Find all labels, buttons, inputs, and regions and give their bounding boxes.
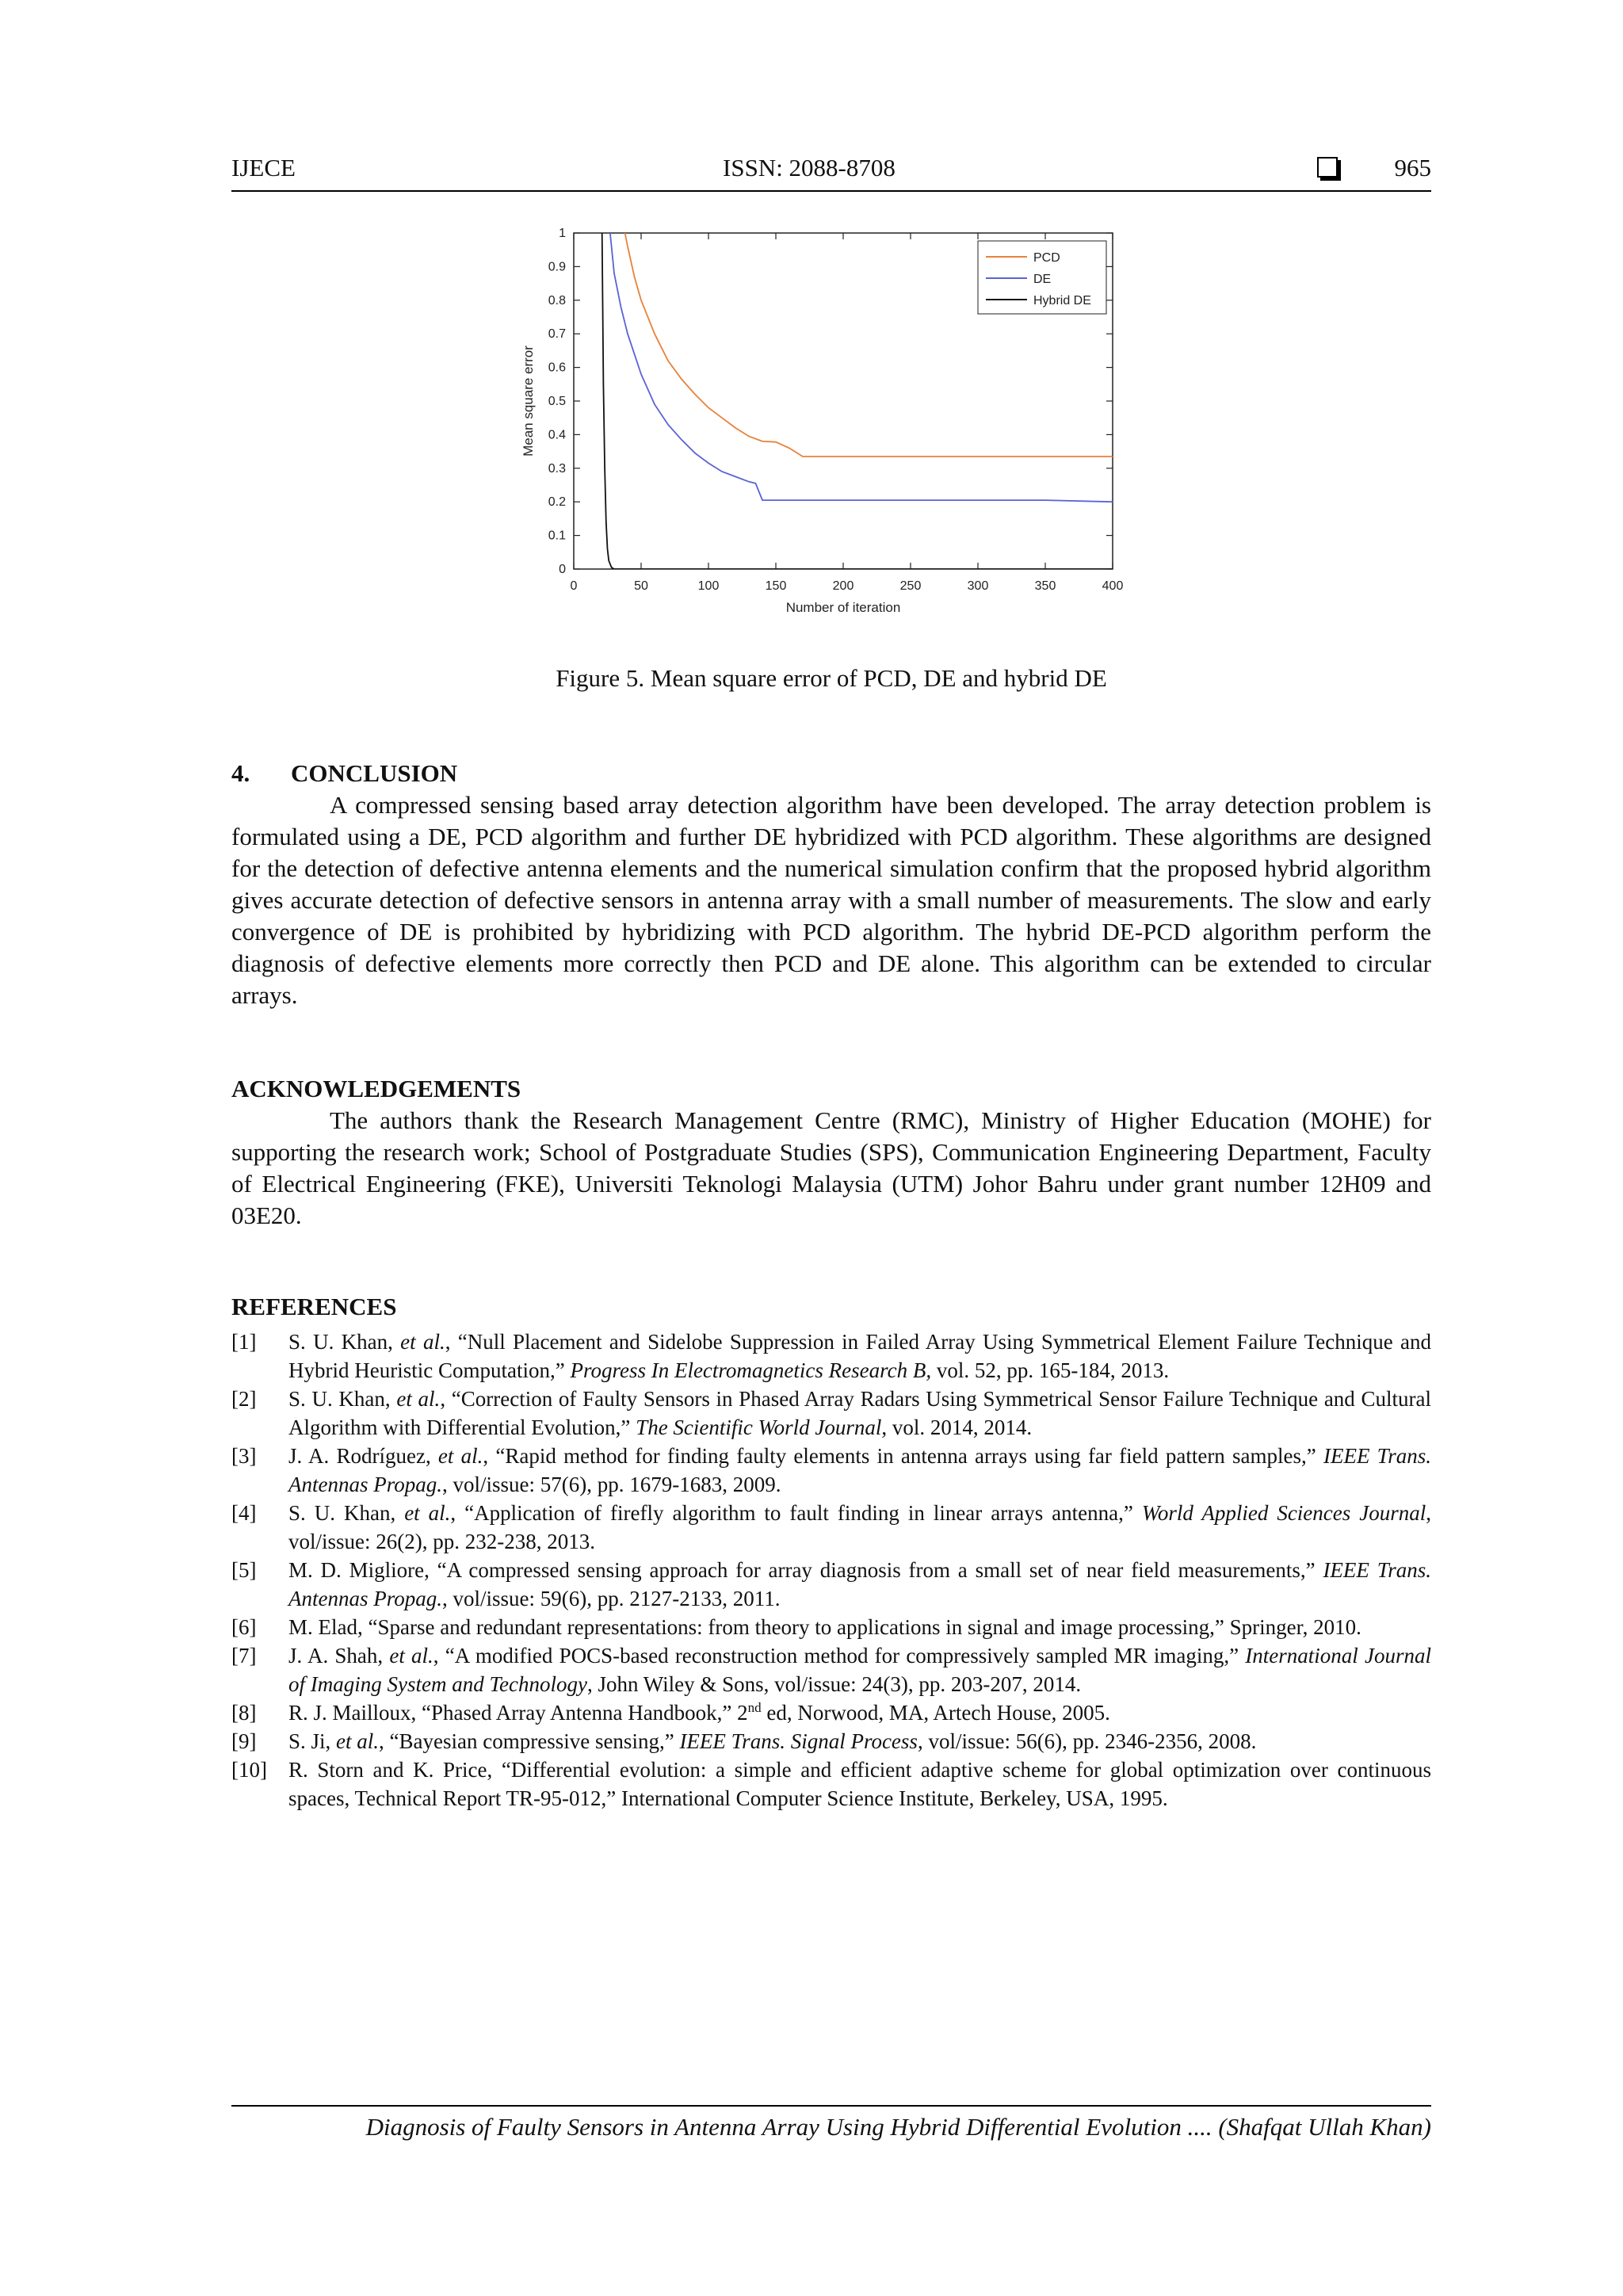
acknowledgements-section: [231, 1073, 1431, 1232]
reference-text: R. J. Mailloux, “Phased Array Antenna Handbook,” 2: [288, 1701, 748, 1725]
reference-text: S. U. Khan,: [288, 1330, 401, 1354]
reference-number: [1]: [231, 1330, 257, 1354]
y-tick-label: 1: [559, 227, 566, 240]
y-tick-label: 0.7: [548, 327, 566, 342]
reference-et-al: et al.: [437, 1444, 483, 1468]
reference-item: [231, 1328, 1431, 1385]
reference-text: , John Wiley & Sons, vol/issue: 24(3), pp. 203-207, 2014.: [586, 1672, 1082, 1696]
reference-text: , “Bayesian compressive sensing,”: [379, 1729, 680, 1753]
reference-superscript: nd: [747, 1700, 762, 1715]
journal-name: IJECE: [231, 154, 296, 181]
reference-text: , vol. 2014, 2014.: [881, 1415, 1033, 1439]
reference-venue: International Journal of Imaging System and Technology: [288, 1644, 1431, 1696]
reference-number: [5]: [231, 1558, 257, 1582]
references-section: [231, 1291, 1431, 1813]
reference-et-al: et al.: [404, 1501, 451, 1525]
reference-et-al: et al.: [400, 1330, 445, 1354]
reference-number: [6]: [231, 1615, 257, 1639]
reference-number: [8]: [231, 1701, 257, 1725]
reference-text: J. A. Rodríguez,: [288, 1444, 438, 1468]
reference-venue: IEEE Trans. Antennas Propag.: [288, 1558, 1431, 1610]
reference-item: [231, 1385, 1431, 1442]
x-tick-label: 0: [570, 579, 578, 593]
running-header: [231, 154, 1431, 192]
conclusion-text: A compressed sensing based array detection algorithm have been developed. The array detection problem is formulated using a DE, PCD algorithm and further DE hybridized with PCD algorithm. These algorithms are designed for the detection of defective antenna elements and the numerical simulation confirm that the proposed hybrid algorithm gives accurate detection of defective sensors in antenna array with a small number of measurements. The slow and early convergence of DE is prohibited by hybridizing with PCD algorithm. The hybrid DE-PCD algorithm perform the diagnosis of defective elements more correctly then PCD and DE alone. This algorithm can be extended to circular arrays.: [231, 791, 1431, 1009]
acknowledgements-text: The authors thank the Research Management Centre (RMC), Ministry of Higher Education (MOHE) for supporting the research work; School of Postgraduate Studies (SPS), Communication Engineering Department, Faculty of Electrical Engineering (FKE), Universiti Teknologi Malaysia (UTM) Johor Bahru under grant number 12H09 and 03E20.: [231, 1106, 1431, 1229]
reference-et-al: et al.: [389, 1644, 433, 1668]
reference-venue: The Scientific World Journal: [636, 1415, 882, 1439]
section-title: CONCLUSION: [291, 759, 458, 787]
figure-caption: Figure 5. Mean square error of PCD, DE and hybrid DE: [556, 664, 1107, 692]
legend-label: DE: [1033, 273, 1052, 286]
reference-text: , “Application of firefly algorithm to fault finding in linear arrays antenna,”: [450, 1501, 1142, 1525]
square-bullet-icon: [1317, 157, 1338, 178]
y-tick-label: 0.3: [548, 461, 566, 476]
reference-number: [9]: [231, 1729, 257, 1753]
x-axis-label: Number of iteration: [785, 600, 901, 615]
y-tick-label: 0.5: [548, 395, 566, 408]
mse-line-chart: [491, 214, 1141, 642]
section-number: 4.: [231, 759, 250, 787]
reference-item: [231, 1641, 1431, 1698]
reference-number: [10]: [231, 1758, 267, 1782]
reference-text: , “A modified POCS-based reconstruction method for compressively sampled MR imaging,”: [433, 1644, 1246, 1668]
x-tick-label: 250: [899, 579, 922, 593]
reference-text: , “Correction of Faulty Sensors in Phased Array Radars Using Symmetrical Sensor Failure Technique and Cultural Algorithm with Differential Evolution,”: [288, 1387, 1431, 1439]
y-axis-label: Mean square error: [521, 346, 536, 457]
reference-number: [3]: [231, 1444, 257, 1468]
conclusion-heading: [231, 758, 1431, 789]
y-tick-label: 0.4: [548, 428, 566, 442]
reference-item: [231, 1499, 1431, 1556]
reference-text: , vol/issue: 57(6), pp. 1679-1683, 2009.: [441, 1473, 781, 1496]
conclusion-section: [231, 758, 1431, 1011]
y-tick-label: 0.1: [548, 529, 566, 543]
reference-venue: IEEE Trans. Antennas Propag.: [288, 1444, 1431, 1496]
reference-text: , “Null Placement and Sidelobe Suppression in Failed Array Using Symmetrical Element Failure Technique and Hybrid Heuristic Computation,”: [288, 1330, 1432, 1382]
reference-text: , “Rapid method for finding faulty elements in antenna arrays using far field pattern samples,”: [483, 1444, 1323, 1468]
reference-item: [231, 1727, 1431, 1755]
reference-text: S. U. Khan,: [288, 1387, 397, 1411]
reference-text: vol. 52, pp. 165-184, 2013.: [931, 1358, 1170, 1382]
reference-text: S. Ji,: [288, 1729, 337, 1753]
reference-text: M. D. Migliore, “A compressed sensing approach for array diagnosis from a small set of near field measurements,”: [288, 1558, 1323, 1582]
reference-text: S. U. Khan,: [288, 1501, 405, 1525]
reference-item: [231, 1442, 1431, 1499]
reference-text: , vol/issue: 56(6), pp. 2346-2356, 2008.: [917, 1729, 1257, 1753]
y-tick-label: 0.2: [548, 495, 566, 510]
reference-number: [4]: [231, 1501, 257, 1525]
reference-item: [231, 1613, 1431, 1641]
reference-list: [231, 1328, 1431, 1813]
page-number: 965: [1394, 154, 1431, 181]
y-tick-label: 0.8: [548, 293, 566, 308]
reference-text: , vol/issue: 59(6), pp. 2127-2133, 2011.: [441, 1587, 781, 1610]
legend-label: PCD: [1033, 251, 1060, 265]
reference-text: M. Elad, “Sparse and redundant representations: from theory to applications in signal and image processing,” Springer, 2010.: [288, 1615, 1361, 1639]
reference-number: [2]: [231, 1387, 257, 1411]
reference-item: [231, 1556, 1431, 1613]
x-tick-label: 50: [634, 579, 648, 593]
x-tick-label: 300: [967, 579, 989, 593]
references-heading: REFERENCES: [231, 1293, 397, 1320]
reference-item: [231, 1755, 1431, 1813]
reference-text: J. A. Shah,: [288, 1644, 390, 1668]
x-tick-label: 350: [1034, 579, 1056, 593]
acknowledgements-heading: ACKNOWLEDGEMENTS: [231, 1075, 521, 1102]
reference-text: ed, Norwood, MA, Artech House, 2005.: [761, 1701, 1110, 1725]
reference-venue: Progress In Electromagnetics Research B,: [570, 1358, 932, 1382]
reference-et-al: et al.: [396, 1387, 441, 1411]
y-tick-label: 0.9: [548, 260, 566, 274]
y-tick-label: 0.6: [548, 361, 566, 375]
y-tick-label: 0: [559, 563, 566, 576]
x-tick-label: 100: [697, 579, 720, 593]
legend-label: Hybrid DE: [1033, 294, 1091, 308]
reference-text: , vol/issue: 26(2), pp. 232-238, 2013.: [288, 1501, 1431, 1553]
reference-et-al: et al.: [336, 1729, 380, 1753]
reference-text: R. Storn and K. Price, “Differential evolution: a simple and efficient adaptive scheme for global optimization over continuous spaces, Technical Report TR-95-012,” International Computer Science Institute, Berkeley, USA, 1995.: [288, 1758, 1431, 1810]
x-tick-label: 200: [832, 579, 854, 593]
reference-venue: World Applied Sciences Journal: [1141, 1501, 1426, 1525]
x-tick-label: 400: [1102, 579, 1124, 593]
reference-item: [231, 1698, 1431, 1727]
reference-venue: IEEE Trans. Signal Process: [679, 1729, 918, 1753]
reference-number: [7]: [231, 1644, 257, 1668]
issn: ISSN: 2088-8708: [723, 154, 896, 181]
x-tick-label: 150: [765, 579, 787, 593]
running-footer: Diagnosis of Faulty Sensors in Antenna Array Using Hybrid Differential Evolution .... (Shafqat Ullah Khan): [231, 2105, 1431, 2141]
